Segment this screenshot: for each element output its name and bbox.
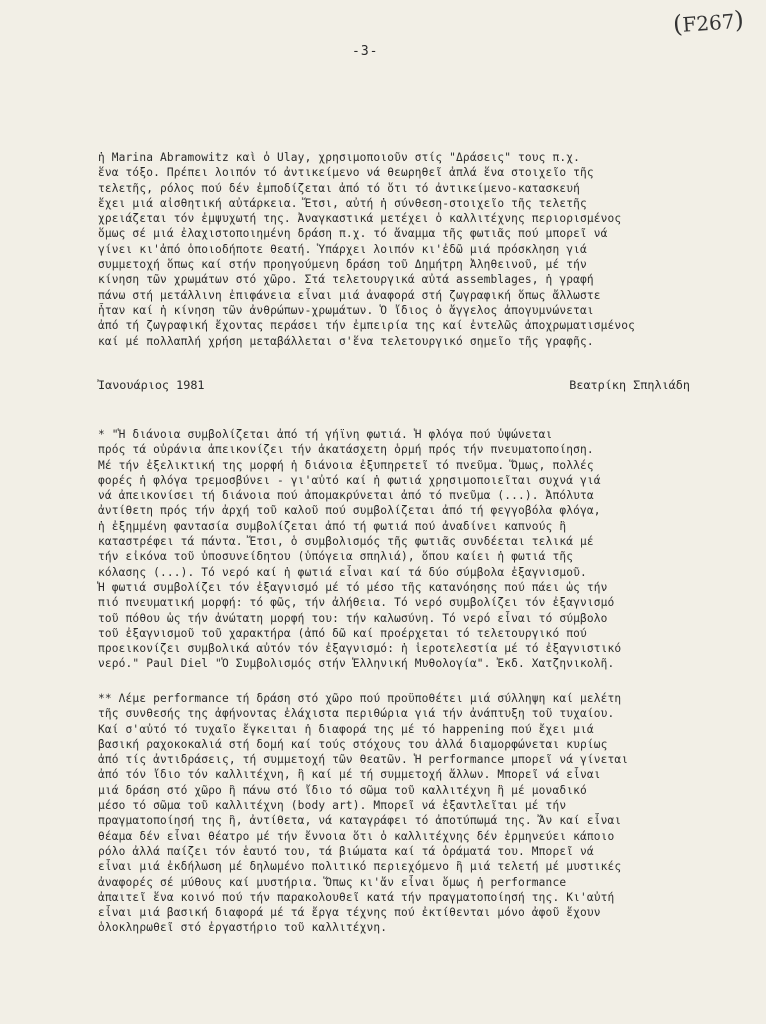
- text-line: ἀπό τή ζωγραφική ἔχοντας περάσει τήν ἐμπειρία της καί ἐντελῶς ἀποχρωματισμένος: [98, 319, 636, 333]
- text-line: ἦταν καί ἡ κίνηση τῶν ἀνθρώπων-χρωμάτων. Ὁ ἴδιος ὁ ἄγγελος ἀπογυμνώνεται: [98, 303, 594, 317]
- text-line: Καί σ'αὐτό τό τυχαῖο ἔγκειται ἡ διαφορά της μέ τό happening πού ἔχει μιά: [98, 722, 594, 736]
- page-number: -3-: [352, 44, 379, 59]
- text-line: ἡ ἐξημμένη φαντασία συμβολίζεται ἀπό τή φωτιά πού ἀναδίνει καπνούς ἢ: [98, 519, 567, 533]
- text-line: καί μέ πολλαπλή χρήση μεταβάλλεται σ'ἕνα τελετουργικό σημεῖο τῆς γραφῆς.: [98, 334, 594, 348]
- text-line: ρόλο ἀλλά παίζει τόν ἑαυτό του, τά βιώματα καί τά ὁράματά του. Μπορεῖ νά: [98, 844, 594, 858]
- text-line: εἶναι μιά βασική διαφορά μέ τά ἔργα τέχνης πού ἐκτίθενται μόνο ἀφοῦ ἔχουν: [98, 906, 601, 920]
- text-line: φορές ἡ φλόγα τρεμοσβύνει - γι'αὐτό καί ἡ φωτιά χρησιμοποιεῖται συχνά γιά: [98, 473, 601, 487]
- text-line: νερό." Paul Diel "Ὁ Συμβολισμός στήν Ἑλληνική Μυθολογία". Ἐκδ. Χατζηνικολῆ.: [98, 657, 615, 671]
- text-line: μιά δράση στό χῶρο ἢ πάνω στό ἴδιο τό σῶμα τοῦ καλλιτέχνη ἢ μέ μοναδικό: [98, 783, 587, 797]
- text-line: ὅμως σέ μιά ἐλαχιστοποιημένη δράση π.χ. τό ἄναμμα τῆς φωτιᾶς πού μπορεῖ νά: [98, 227, 608, 241]
- main-paragraph: [98, 150, 688, 349]
- text-line: προεικονίζει συμβολικά αὐτόν τόν ἐξαγνισμό: ἡ ἱεροτελεστία μέ τό ἐξαγνιστικό: [98, 642, 622, 656]
- text-line: Ἡ φωτιά συμβολίζει τόν ἐξαγνισμό μέ τό μέσο τῆς κατανόησης πού πάει ὡς τήν: [98, 580, 608, 594]
- text-line: βασική ραχοκοκαλιά στή δομή καί τούς στόχους του ἀλλά διαμορφώνεται κυρίως: [98, 737, 608, 751]
- text-line: τοῦ πόθου ὡς τήν ἀνώτατη μορφή του: τήν καλωσύνη. Τό νερό εἶναι τό σύμβολο: [98, 611, 608, 625]
- archive-mark: (F267): [672, 5, 745, 39]
- text-line: εἶναι μιά ἐκδήλωση μέ δηλωμένο πολιτικό περιεχόμενο ἢ μιά τελετή μέ μυστικές: [98, 860, 622, 874]
- text-line: ὁλοκληρωθεῖ στό ἐργαστήριο τοῦ καλλιτέχνη.: [98, 921, 388, 935]
- date-signature-line: [98, 378, 690, 392]
- text-line: ἀπαιτεῖ ἕνα κοινό πού τήν παρακολουθεῖ κατά τήν πραγματοποίησή της. Κι'αὐτή: [98, 890, 615, 904]
- footnote-fire-symbolism: [98, 427, 688, 672]
- footnote-performance: [98, 691, 688, 936]
- text-line: πραγματοποίησή της ἢ, ἀντίθετα, νά καταγράφει τό ἀποτύπωμά της. Ἄν καί εἶναι: [98, 814, 622, 828]
- text-line: κίνηση τῶν χρωμάτων στό χῶρο. Στά τελετουργικά αὐτά assemblages, ἡ γραφή: [98, 273, 594, 287]
- text-line: ἕνα τόξο. Πρέπει λοιπόν τό ἀντικείμενο νά θεωρηθεῖ ἁπλά ἕνα στοιχεῖο τῆς: [98, 166, 594, 180]
- text-line: θέαμα δέν εἶναι θέατρο μέ τήν ἔννοια ὅτι ὁ καλλιτέχνης δέν ἑρμηνεύει κάποιο: [98, 829, 615, 843]
- text-line: ἀντίθετη πρός τήν ἀρχή τοῦ καλοῦ πού συμβολίζεται ἀπό τή φεγγοβόλα φλόγα,: [98, 504, 601, 518]
- text-line: πιό πνευματική μορφή: τό φῶς, τήν ἀλήθεια. Τό νερό συμβολίζει τόν ἐξαγνισμό: [98, 596, 615, 610]
- text-line: γίνει κι'ἀπό ὁποιοδήποτε θεατή. Ὑπάρχει λοιπόν κι'ἐδῶ μιά πρόσκληση γιά: [98, 242, 587, 256]
- text-line: ἀπό τίς ἀντιδράσεις, τή συμμετοχή τῶν θεατῶν. Ἡ performance μπορεῖ νά γίνεται: [98, 753, 629, 767]
- text-line: νά ἀπεικονίσει τή διάνοια πού ἀπομακρύνεται ἀπό τό πνεῦμα (...). Ἀπόλυτα: [98, 489, 594, 503]
- text-line: πρός τά οὐράνια ἀπεικονίζει τήν ἀκατάσχετη ὁρμή πρός τήν πνευματοποίηση.: [98, 443, 594, 457]
- text-line: ἀπό τόν ἴδιο τόν καλλιτέχνη, ἢ καί μέ τή συμμετοχή ἄλλων. Μπορεῖ νά εἶναι: [98, 768, 601, 782]
- text-line: τοῦ ἐξαγνισμοῦ τοῦ χαρακτήρα (ἀπό δῶ καί προέρχεται τό τελετουργικό πού: [98, 626, 587, 640]
- text-line: συμμετοχή ὅπως καί στήν προηγούμενη δράση τοῦ Δημήτρη Ἀληθεινοῦ, μέ τήν: [98, 258, 587, 272]
- text-line: ἡ Marina Abramowitz καὶ ὁ Ulay, χρησιμοποιοῦν στίς "Δράσεις" τους π.χ.: [98, 151, 580, 164]
- text-line: τήν εἰκόνα τοῦ ὑποσυνείδητου (ὑπόγεια σπηλιά), ὅπου καίει ἡ φωτιά τῆς: [98, 550, 574, 564]
- text-line: ἔχει μιά αἰσθητική αὐτάρκεια. Ἔτσι, αὐτή ἡ σύνθεση-στοιχεῖο τῆς τελετῆς: [98, 196, 587, 210]
- author-signature: Βεατρίκη Σπηλιάδη: [569, 378, 690, 392]
- text-line: * "Ἡ διάνοια συμβολίζεται ἀπό τή γήϊνη φωτιά. Ἡ φλόγα πού ὑψώνεται: [98, 428, 553, 441]
- text-line: κόλασης (...). Τό νερό καί ἡ φωτιά εἶναι καί τά δύο σύμβολα ἐξαγνισμοῦ.: [98, 565, 587, 579]
- text-line: τελετῆς, ρόλος πού δέν ἐμποδίζεται ἀπό τό ὅτι τό ἀντικείμενο-κατασκευή: [98, 181, 580, 195]
- text-line: τῆς συνθεσής της ἀφήνοντας ἐλάχιστα περιθώρια γιά τήν ἀνάπτυξη τοῦ τυχαίου.: [98, 707, 615, 721]
- text-line: ἀναφορές σέ μύθους καί μυστήρια. Ὅπως κι'ἄν εἶναι ὅμως ἡ performance: [98, 875, 567, 889]
- text-line: χρειάζεται τόν ἐμψυχωτή της. Ἀναγκαστικά μετέχει ὁ καλλιτέχνης περιορισμένος: [98, 212, 622, 226]
- text-line: καταστρέφει τά πάντα. Ἔτσι, ὁ συμβολισμός τῆς φωτιᾶς συνδέεται τελικά μέ: [98, 535, 594, 549]
- text-line: Μέ τήν ἐξελικτική της μορφή ἡ διάνοια ἐξυπηρετεῖ τό πνεῦμα. Ὅμως, πολλές: [98, 458, 594, 472]
- text-line: μέσο τό σῶμα τοῦ καλλιτέχνη (body art). Μπορεῖ νά ἐξαντλεῖται μέ τήν: [98, 799, 567, 813]
- date: Ἰανουάριος 1981: [98, 378, 205, 392]
- text-line: ** Λέμε performance τή δράση στό χῶρο πού προϋποθέτει μιά σύλληψη καί μελέτη: [98, 692, 622, 705]
- text-line: πάνω στή μετάλλινη ἐπιφάνεια εἶναι μιά ἀναφορά στή ζωγραφική ὅπως ἄλλωστε: [98, 288, 601, 302]
